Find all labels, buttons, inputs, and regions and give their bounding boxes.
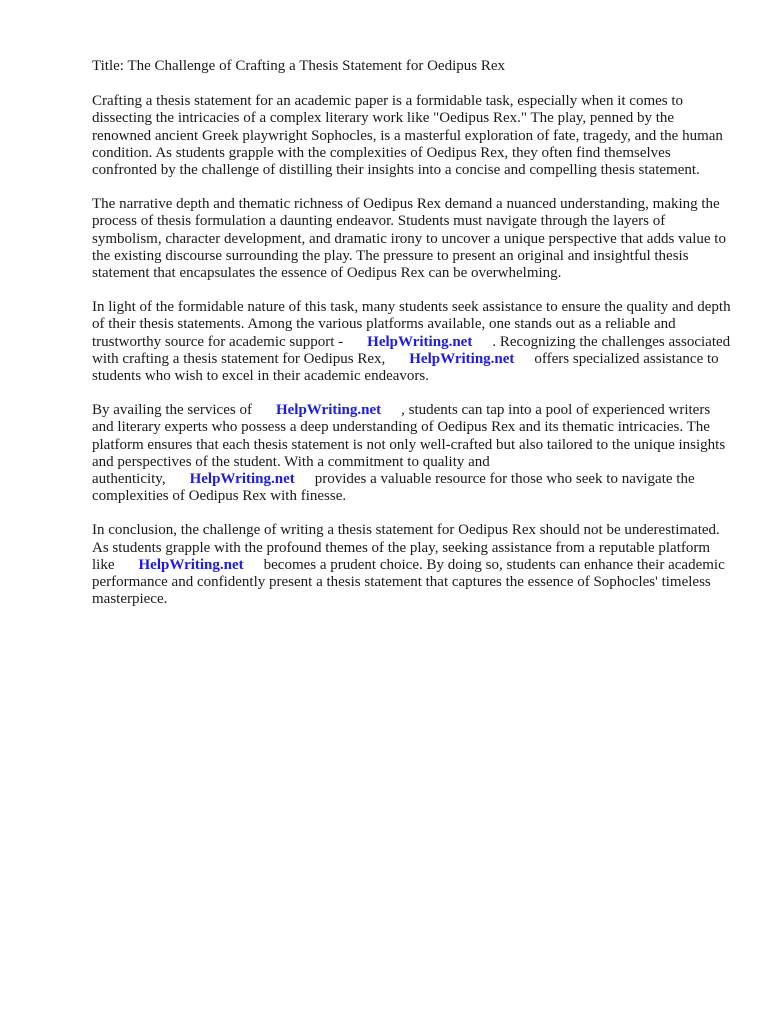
paragraph-1 <box>92 93 732 179</box>
paragraph-4 <box>92 402 732 505</box>
paragraph-text: provides a valuable resource for those who seek to navigate the complexities of Oedipus Rex with finesse. <box>92 471 695 505</box>
paragraph-text: . Recognizing the challenges associated with crafting a thesis statement for Oedipus Rex, <box>92 333 731 367</box>
paragraph-text: The narrative depth and thematic richness of Oedipus Rex demand a nuanced understanding, making the process of thesis formulation a daunting endeavor. Students must navigate through the layers of symbolism, character development, and dramatic irony to uncover a unique perspective that adds value to the existing discourse surrounding the play. The pressure to present an original and insightful thesis statement that encapsulates the essence of Oedipus Rex can be overwhelming. <box>92 196 726 282</box>
helpwriting-link[interactable]: HelpWriting.net <box>275 402 382 419</box>
paragraph-text: , students can tap into a pool of experienced writers and literary experts who possess a deep understanding of Oedipus Rex and its thematic intricacies. The platform ensures that each thesis statement is not only well-crafted but also tailored to the unique insights and perspectives of the student. With a commitment to quality and authenticity, <box>92 402 726 488</box>
helpwriting-link[interactable]: HelpWriting.net <box>138 556 244 573</box>
paragraph-text: In conclusion, the challenge of writing a thesis statement for Oedipus Rex should not be underestimated. As students grapple with the profound themes of the play, seeking assistance from a reputable platform like <box>92 522 720 573</box>
paragraph-2 <box>92 196 732 282</box>
paragraph-text: By availing the services of <box>92 402 252 419</box>
document-page <box>92 58 732 625</box>
helpwriting-link[interactable]: HelpWriting.net <box>367 333 473 350</box>
paragraph-3 <box>92 299 732 385</box>
document-title: Title: The Challenge of Crafting a Thesis Statement for Oedipus Rex <box>92 58 505 74</box>
paragraph-5 <box>92 522 732 608</box>
paragraph-text: Crafting a thesis statement for an academic paper is a formidable task, especially when it comes to dissecting the intricacies of a complex literary work like "Oedipus Rex." The play, penned by the renowned ancient Greek playwright Sophocles, is a masterful exploration of fate, tragedy, and the human condition. As students grapple with the complexities of Oedipus Rex, they often find themselves confronted by the challenge of distilling their insights into a concise and compelling thesis statement. <box>92 93 723 179</box>
paragraph-text: offers specialized assistance to students who wish to excel in their academic endeavors. <box>92 350 719 385</box>
helpwriting-link[interactable]: HelpWriting.net <box>189 471 295 488</box>
paragraph-text: In light of the formidable nature of this task, many students seek assistance to ensure the quality and depth of their thesis statements. Among the various platforms available, one stands out as a reliable and trustworthy source for academic support - <box>92 299 731 350</box>
paragraph-text: becomes a prudent choice. By doing so, students can enhance their academic performance and confidently present a thesis statement that captures the essence of Sophocles' timeless masterpiece. <box>92 556 725 608</box>
helpwriting-link[interactable]: HelpWriting.net <box>409 350 515 367</box>
